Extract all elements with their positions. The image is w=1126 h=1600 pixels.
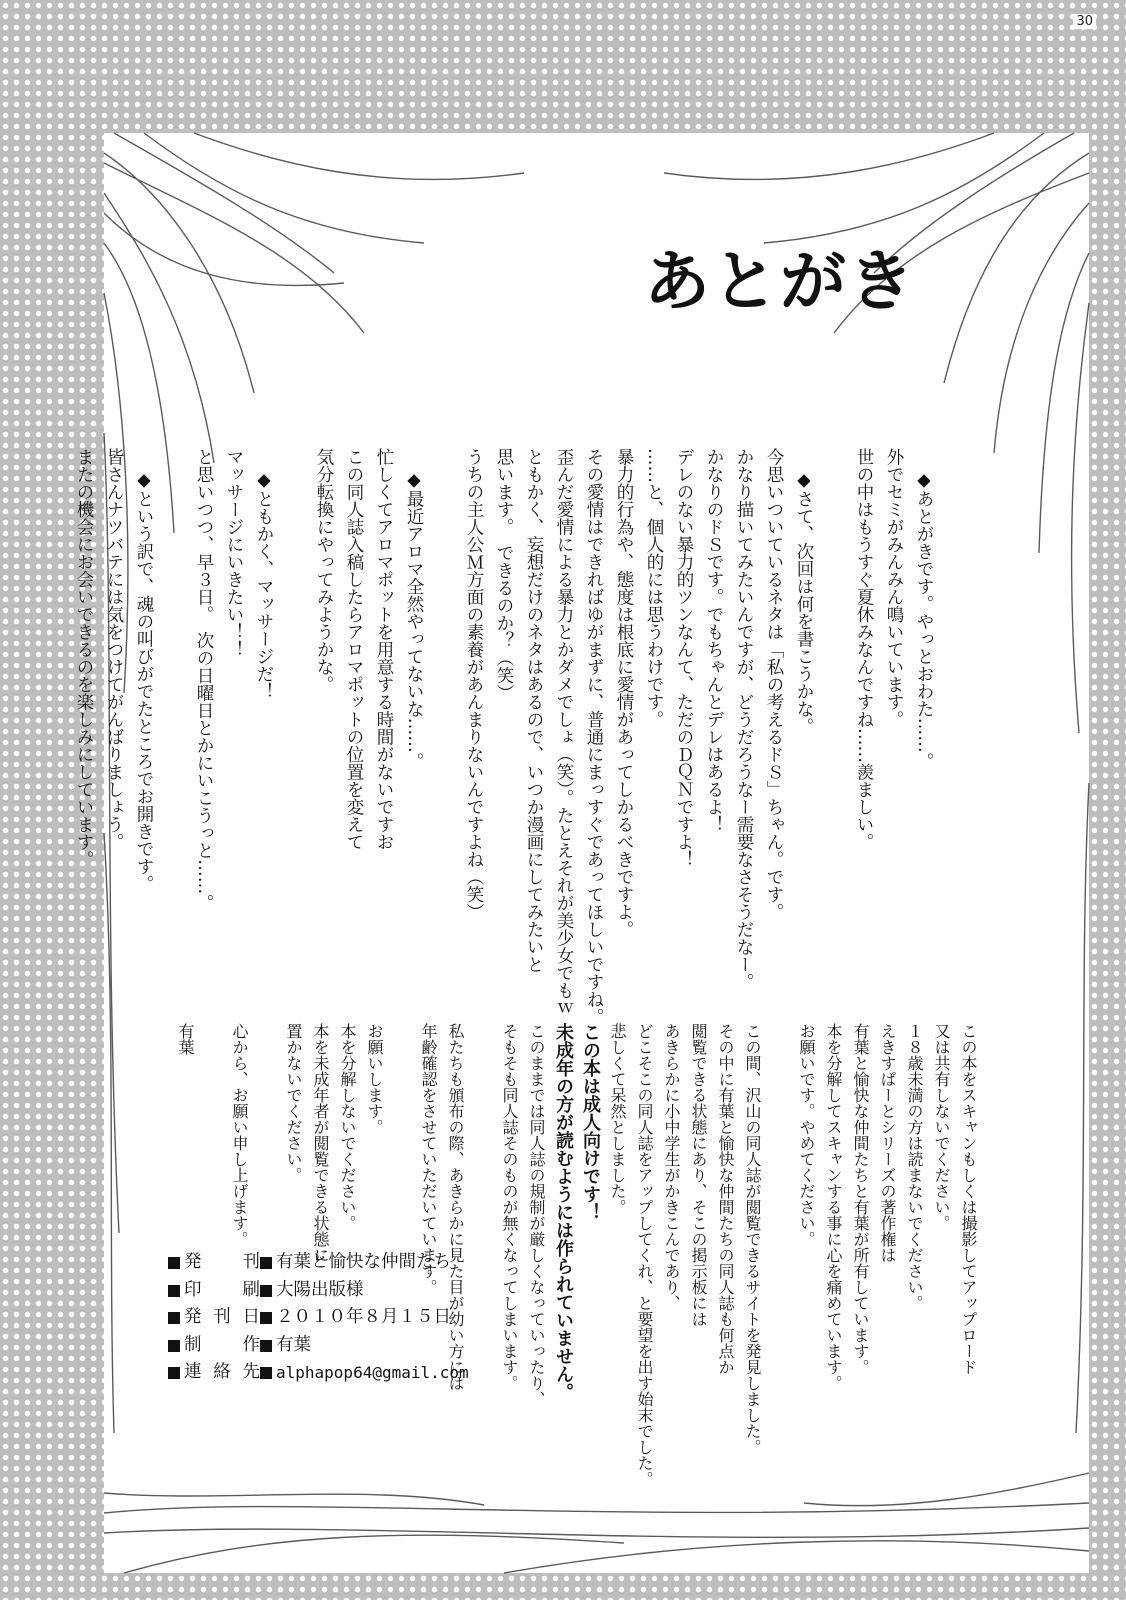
notice-line: 私たちも頒布の際、あきらかに見た目が幼い方には xyxy=(446,1023,465,1391)
notice-line: 悲しくて呆然としました。 xyxy=(608,1023,627,1215)
notice-line: 又は共有しないでください。 xyxy=(932,1023,951,1231)
notice-line: お願いします。 xyxy=(365,1023,384,1135)
notice-line: その中に有葉と愉快な仲間たちの同人誌も何点か xyxy=(716,1023,735,1375)
afterword-text xyxy=(39,448,969,1026)
signature: 有葉 xyxy=(176,1023,195,1055)
notice-line: 本を未成年者が閲覧できる状態に xyxy=(311,1023,330,1263)
colophon-value: 大陽出版様 xyxy=(276,1279,364,1300)
square-bullet-icon xyxy=(168,1367,180,1379)
colophon-row-date xyxy=(168,1304,469,1332)
colophon xyxy=(168,1249,469,1387)
square-bullet-icon xyxy=(260,1285,272,1297)
notice-line: 年齢確認をさせていただいています。 xyxy=(419,1023,438,1295)
colophon-value: 有葉と愉快な仲間たち xyxy=(276,1252,451,1272)
notice-line: あきらかに小中学生がかきこんであり、 xyxy=(662,1023,681,1311)
notice-line: 本を分解しないでください。 xyxy=(338,1023,357,1231)
notice-line: そもそも同人誌そのものが無くなってしまいます。 xyxy=(500,1023,519,1391)
square-bullet-icon xyxy=(168,1285,180,1297)
colophon-label: 制 作 xyxy=(184,1334,260,1355)
afterword-paragraph: ◆最近アロマ全然やってないな……。 忙しくてアロマポットを用意する時間がないですお この同人誌入稿したらアロマポットの位置を変えて 気分転換にやってみようかな。 xyxy=(314,448,424,851)
square-bullet-icon xyxy=(260,1257,272,1269)
notice-line: えきすぱーとシリーズの著作権は xyxy=(878,1023,897,1263)
square-bullet-icon xyxy=(260,1340,272,1352)
colophon-row-author xyxy=(168,1332,469,1360)
notice-line: 置かないでください。 xyxy=(284,1023,303,1183)
colophon-row-printer xyxy=(168,1277,469,1305)
notice-line: 有葉と愉快な仲間たちと有葉が所有しています。 xyxy=(851,1023,870,1375)
notice-line: このままでは同人誌の規制が厳しくなっていったり、 xyxy=(527,1023,546,1407)
notice-line: 心から、お願い申し上げます。 xyxy=(230,1023,249,1247)
notice-line: この間、沢山の同人誌が閲覧できるサイトを発見しました。 xyxy=(743,1023,762,1455)
content-panel xyxy=(74,133,1089,1573)
square-bullet-icon xyxy=(168,1340,180,1352)
colophon-row-publisher xyxy=(168,1249,469,1277)
minor-warning-line: 未成年の方が読むようには作られていません。 xyxy=(553,1023,574,1401)
afterword-paragraph: ◆あとがきです。やっとおわた……。 外でセミがみんみん鳴いています。 世の中はもうすぐ夏休みなんですね……羨ましい。 xyxy=(854,448,934,851)
notice-line: １８歳未満の方は読まないでください。 xyxy=(905,1023,924,1311)
colophon-label: 連絡先 xyxy=(184,1362,260,1382)
afterword-title: あとがき xyxy=(644,243,916,320)
notice-line: 閲覧できる状態にあり、そこの掲示板には xyxy=(689,1023,708,1327)
notice-line: どこそこの同人誌をアップしてくれ、と要望を出す始末でした。 xyxy=(635,1023,654,1487)
square-bullet-icon xyxy=(168,1257,180,1269)
notice-line: お願いです。やめてください。 xyxy=(797,1023,816,1247)
notice-line: この本をスキャンもしくは撮影してアップロード xyxy=(959,1023,978,1375)
page-number: 30 xyxy=(1073,14,1096,29)
colophon-label: 発 刊 xyxy=(184,1252,260,1272)
square-bullet-icon xyxy=(260,1367,272,1379)
colophon-value: ２０１０年８月１５日 xyxy=(276,1307,451,1327)
colophon-label: 発刊日 xyxy=(184,1307,260,1327)
afterword-paragraph: ◆という訳で、魂の叫びがでたところでお開きです。 皆さんナツバテには気をつけてがんばりましょう。 またの機会にお会いできるのを楽しみにしています。 xyxy=(74,448,154,893)
colophon-label: 印 刷 xyxy=(184,1279,260,1300)
afterword-paragraph: ◆さて、次回は何を書こうかな。 今思いついているネタは「私の考えるドＳ」ちゃん。です。 かなり描いてみたいんですが、どうだろうなー需要なさそうだなー。 かなりのドＳです。でもちゃんとデレはあるよ！ デレのない暴力的ツンなんて、ただのＤＱＮですよ！ ……と、個人的には思うわけです。 暴力的行為や、態度は根底に愛情があってしかるべきですよ。 その愛情はできればゆがまずに、普通にまっすぐであってほしいですね。 歪んだ愛情による暴力とかダメでしょ（笑）。たとえそれが美少女でもｗ ともかく、妄想だけのネタはあるので、いつか漫画にしてみたいと 思います。 できるのか？（笑） うちの主人公Ｍ方面の素養があんまりないんですよね（笑） xyxy=(464,448,814,1026)
notice-line: 本を分解してスキャンする事に心を痛めています。 xyxy=(824,1023,843,1391)
afterword-paragraph: ◆ともかく、マッサージだ！ マッサージにいきたい！！ と思いつつ、早３日。 次の日曜日とかにいこうっと……。 xyxy=(194,448,274,912)
square-bullet-icon xyxy=(168,1312,180,1324)
colophon-value: 有葉 xyxy=(276,1334,311,1355)
square-bullet-icon xyxy=(260,1312,272,1324)
contact-email: alphapop64@gmail.com xyxy=(276,1363,469,1382)
colophon-row-contact xyxy=(168,1359,469,1387)
adult-warning-line: この本は成人向けです！ xyxy=(580,1023,601,1221)
